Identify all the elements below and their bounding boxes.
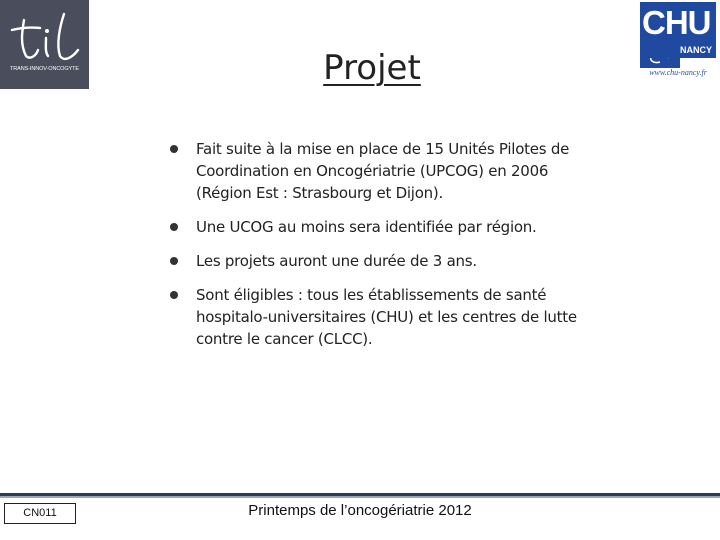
- bullet-dot-icon: [170, 223, 178, 231]
- bullet-text: Une UCOG au moins sera identifiée par région.: [196, 218, 537, 236]
- chu-logo-name: CHU: [640, 2, 716, 44]
- bullet-dot-icon: [170, 145, 178, 153]
- bullet-item: [168, 216, 608, 238]
- bullet-text: Sont éligibles : tous les établissements de santé hospitalo-universitaires (CHU) et les centres de lutte contre le cancer (CLCC).: [196, 286, 577, 348]
- bullet-list: [168, 138, 608, 362]
- bullet-dot-icon: [170, 291, 178, 299]
- footer-divider-shadow: [0, 496, 720, 498]
- bullet-text: Fait suite à la mise en place de 15 Unités Pilotes de Coordination en Oncogériatrie (UPCOG) en 2006 (Région Est : Strasbourg et Dijon).: [196, 140, 570, 202]
- bullet-text: Les projets auront une durée de 3 ans.: [196, 252, 477, 270]
- bullet-item: [168, 284, 608, 350]
- til-logo-tagline: TRANS-INNOV-ONCOGYTE: [10, 66, 79, 72]
- bullet-item: [168, 250, 608, 272]
- slide-code-box: CN011: [4, 503, 76, 524]
- chu-logo-city: NANCY: [640, 44, 716, 58]
- footer-text: Printemps de l’oncogériatrie 2012: [248, 502, 472, 519]
- slide-title: Projet: [323, 48, 421, 88]
- bullet-dot-icon: [170, 257, 178, 265]
- chu-logo-url: www.chu-nancy.fr: [649, 68, 707, 77]
- bullet-item: [168, 138, 608, 204]
